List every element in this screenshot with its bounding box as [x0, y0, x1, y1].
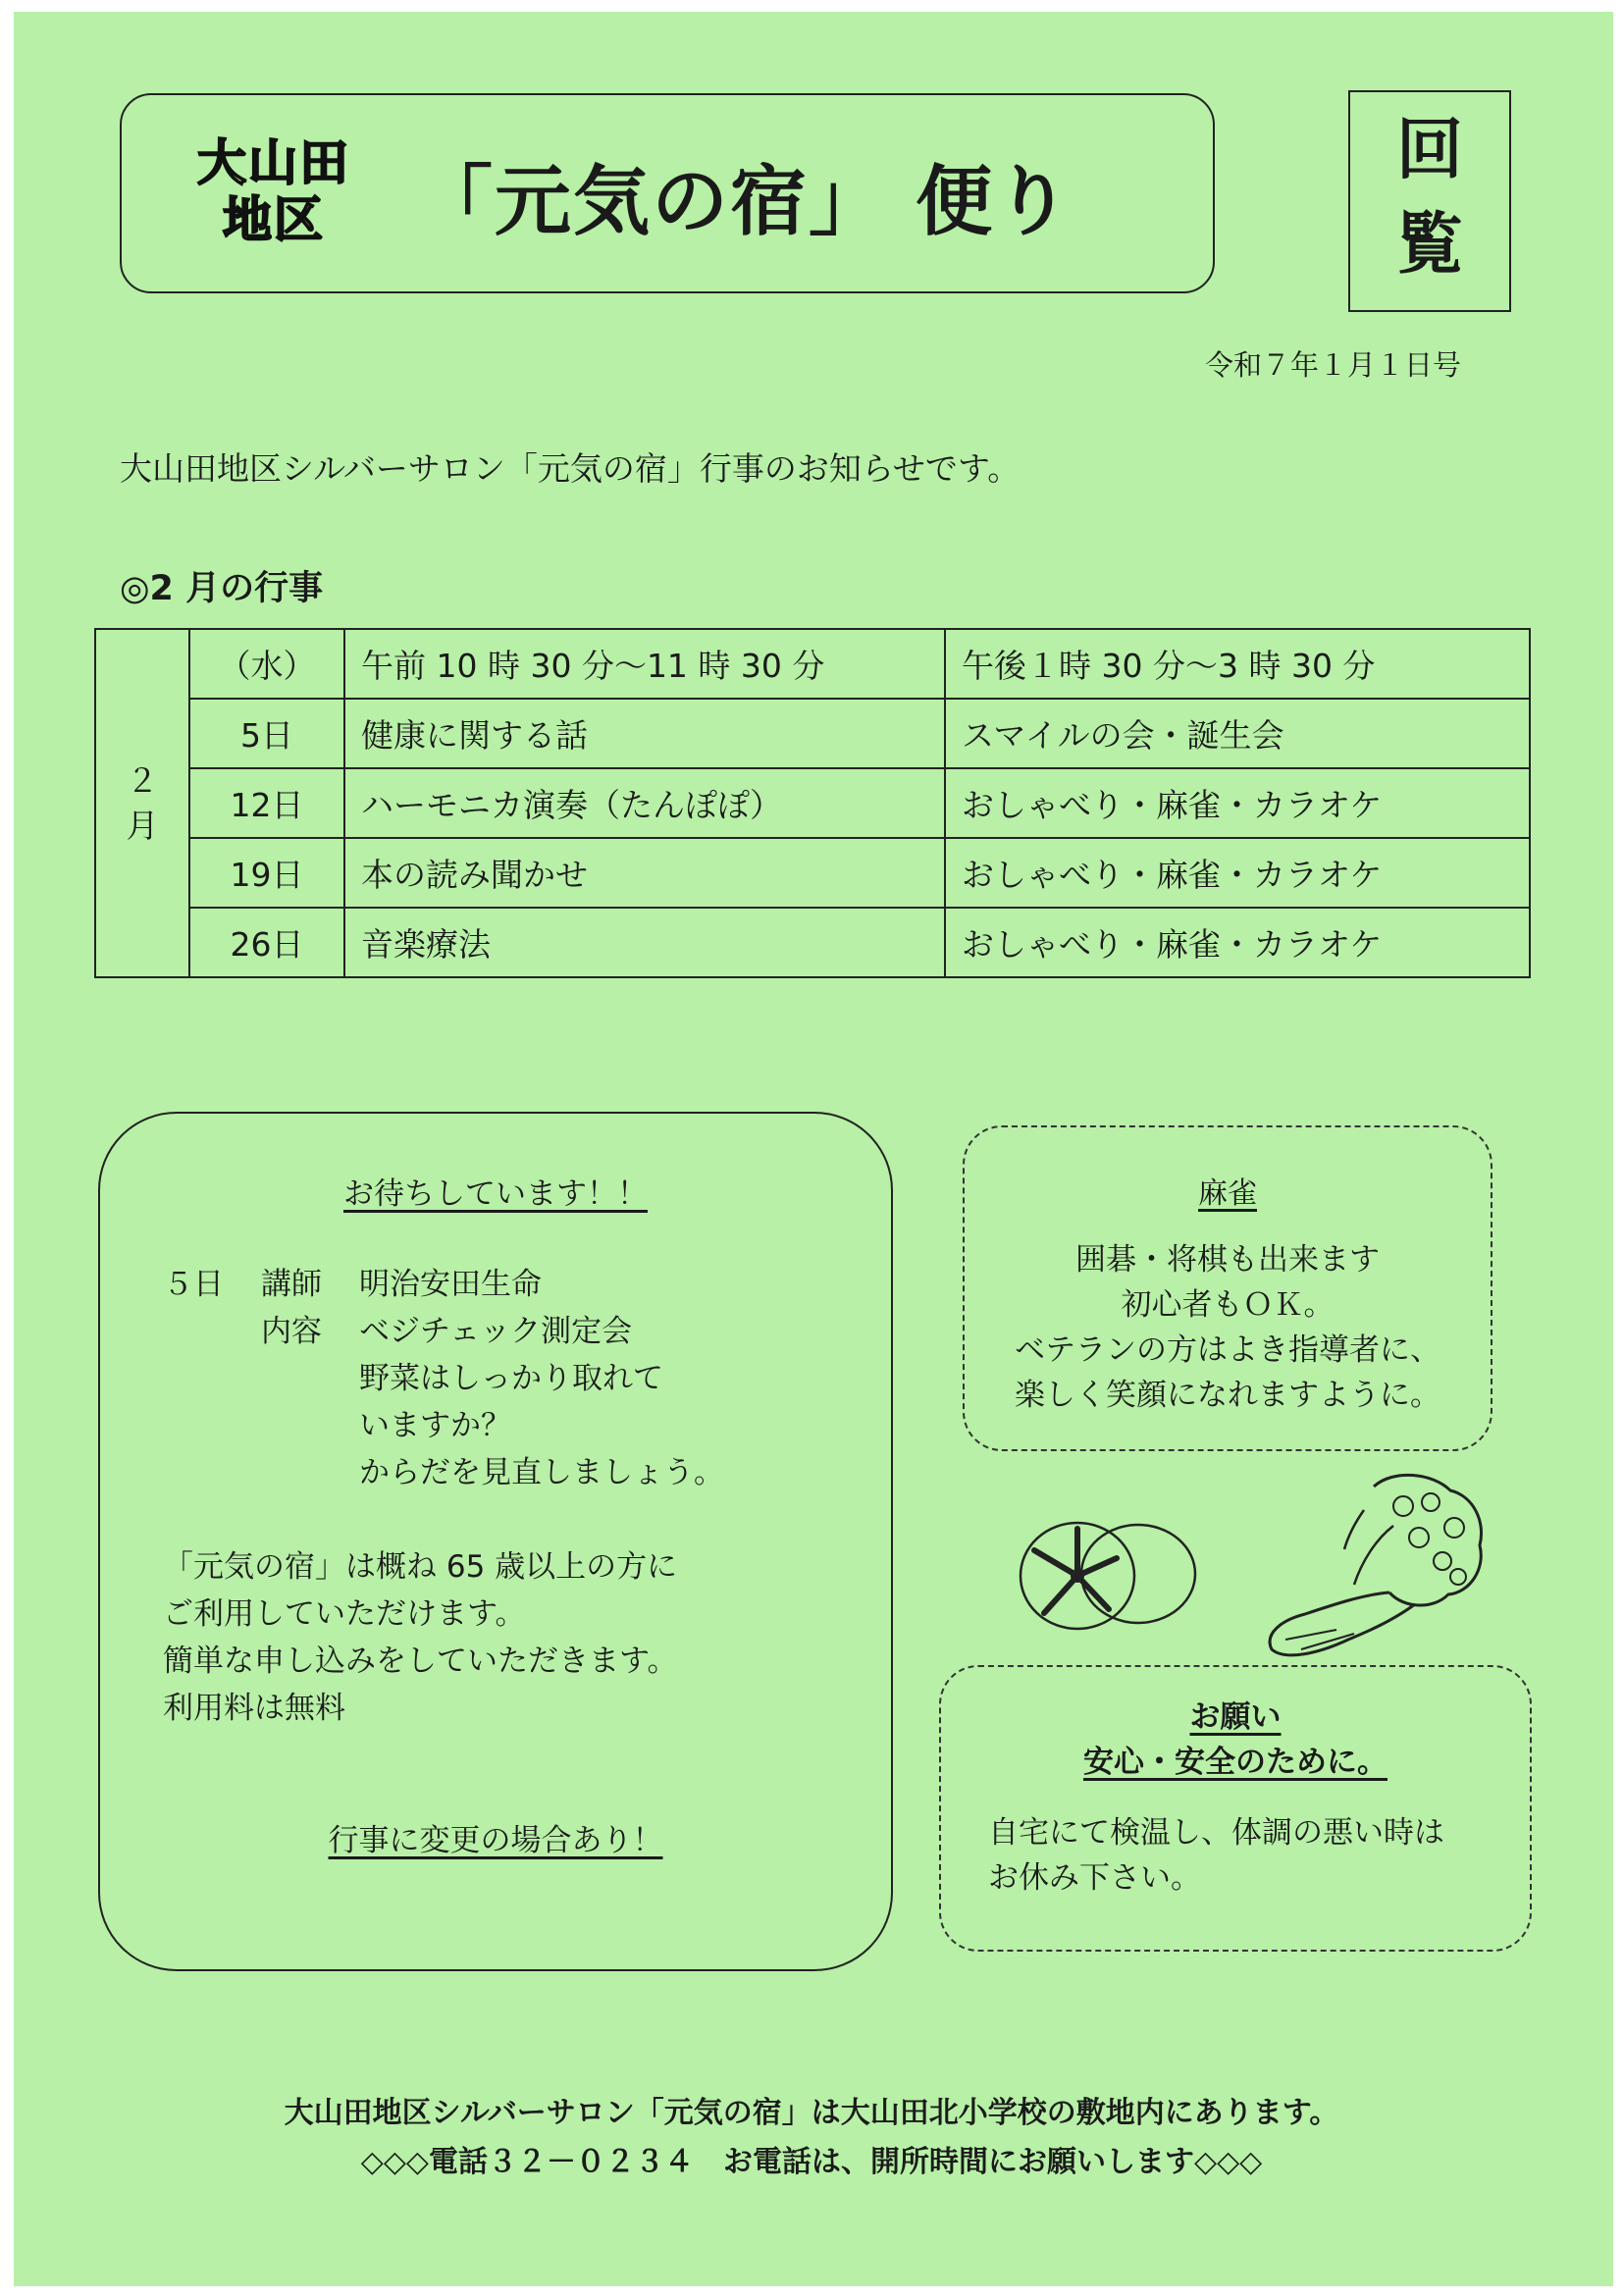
mahjong-line: ベテランの方はよき指導者に、	[1015, 1332, 1440, 1368]
mahjong-line: 楽しく笑顔になれますように。	[1015, 1378, 1440, 1413]
kairan-char-2: 覧	[1395, 206, 1463, 284]
month-cell	[95, 629, 189, 977]
content-label: 内容	[261, 1314, 322, 1349]
district-label	[181, 134, 367, 248]
request-title-line2: 安心・安全のために。	[1083, 1745, 1387, 1780]
page-title: 「元気の宿」 便り	[416, 158, 1073, 246]
note-line: 利用料は無料	[163, 1691, 345, 1726]
pm-cell: おしゃべり・麻雀・カラオケ	[945, 838, 1530, 908]
request-line: 自宅にて検温し、体調の悪い時は	[988, 1815, 1444, 1851]
day-cell: 12日	[189, 768, 344, 838]
table-row	[95, 768, 1530, 838]
change-notice: 行事に変更の場合あり！	[328, 1823, 663, 1858]
table-row	[95, 838, 1530, 908]
day-cell: 26日	[189, 908, 344, 977]
footer-phone: ◇◇◇電話３２－０２３４ お電話は、開所時間にお願いします◇◇◇	[360, 2145, 1263, 2179]
lecturer-label: 講師	[261, 1267, 322, 1302]
content-line: いますか？	[359, 1408, 511, 1443]
tomato-illustration	[1011, 1511, 1207, 1639]
day-cell: 5日	[189, 699, 344, 768]
mahjong-line: 囲碁・将棋も出来ます	[1075, 1242, 1380, 1278]
pm-header: 午後１時 30 分～3 時 30 分	[945, 629, 1530, 699]
day-cell: 19日	[189, 838, 344, 908]
request-line: お休み下さい。	[988, 1860, 1201, 1896]
request-body	[988, 1810, 1444, 1901]
am-cell: 本の読み聞かせ	[344, 838, 945, 908]
waiting-title: お待ちしています！！	[343, 1176, 648, 1212]
weekday-header: （水）	[189, 629, 344, 699]
pm-cell: スマイルの会・誕生会	[945, 699, 1530, 768]
lecturer-name: 明治安田生命	[359, 1267, 542, 1302]
event-date: ５日	[163, 1267, 224, 1302]
table-header-row	[95, 629, 1530, 699]
kairan-char-1: 回	[1395, 112, 1463, 189]
title-box	[120, 93, 1215, 293]
footer-location: 大山田地区シルバーサロン「元気の宿」は大山田北小学校の敷地内にあります。	[284, 2096, 1339, 2130]
request-title-line1: お願い	[1189, 1699, 1282, 1735]
content-line: からだを見直しましょう。	[359, 1455, 724, 1490]
pm-cell: おしゃべり・麻雀・カラオケ	[945, 768, 1530, 838]
am-cell: 音楽療法	[344, 908, 945, 977]
schedule-table	[94, 628, 1531, 978]
mahjong-line: 初心者もＯＫ。	[1121, 1287, 1335, 1323]
mahjong-box	[963, 1125, 1492, 1451]
issue-date: 令和７年１月１日号	[1205, 348, 1462, 382]
note-line: 「元気の宿」は概ね 65 歳以上の方に	[163, 1549, 678, 1585]
pm-cell: おしゃべり・麻雀・カラオケ	[945, 908, 1530, 977]
intro-text: 大山田地区シルバーサロン「元気の宿」行事のお知らせです。	[120, 449, 1021, 488]
circulation-stamp	[1348, 90, 1511, 312]
mahjong-title: 麻雀	[1198, 1176, 1257, 1211]
request-box	[939, 1665, 1532, 1952]
note-line: 簡単な申し込みをしていただきます。	[163, 1644, 678, 1679]
section-title: ◎2 月の行事	[120, 569, 324, 608]
am-cell: ハーモニカ演奏（たんぽぽ）	[344, 768, 945, 838]
waiting-box	[98, 1112, 893, 1971]
district-line1: 大山田	[197, 134, 350, 191]
month-unit: 月	[126, 806, 159, 845]
note-line: ご利用していただけます。	[163, 1596, 526, 1632]
content-line: 野菜はしっかり取れて	[359, 1361, 663, 1396]
table-row	[95, 699, 1530, 768]
am-cell: 健康に関する話	[344, 699, 945, 768]
mahjong-body	[965, 1237, 1491, 1418]
month-number: ２	[126, 760, 159, 800]
content-line: ベジチェック測定会	[359, 1314, 633, 1349]
district-line2: 地区	[223, 191, 325, 248]
request-title	[941, 1695, 1530, 1785]
table-row	[95, 908, 1530, 977]
waiting-body	[163, 1261, 724, 1732]
am-header: 午前 10 時 30 分～11 時 30 分	[344, 629, 945, 699]
broccoli-illustration	[1246, 1467, 1501, 1663]
